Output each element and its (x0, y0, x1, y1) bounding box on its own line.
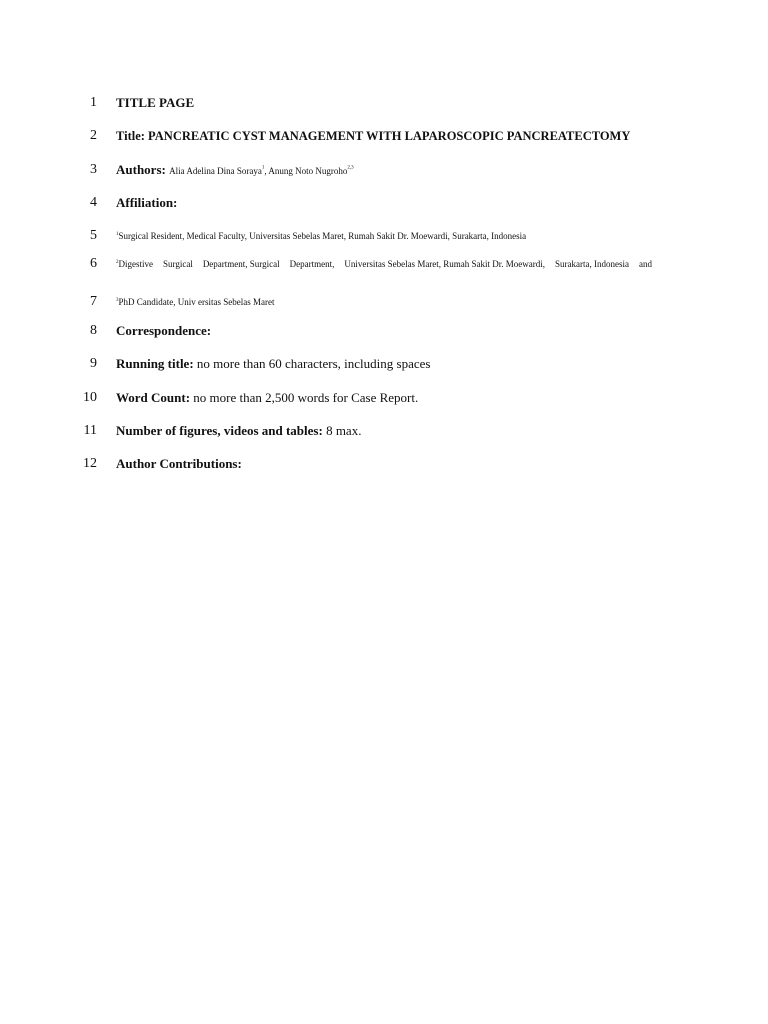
affiliation-text: PhD Candidate, Univ ersitas Sebelas Maret (118, 297, 275, 307)
running-title-label: Running title: (116, 356, 194, 371)
affiliation-word: $^2$Digestive (116, 259, 153, 269)
word-count-line (116, 390, 418, 406)
line-number: 5 (90, 228, 97, 243)
author-separator: , (264, 166, 269, 176)
line-number: 6 (90, 256, 97, 271)
line-number: 8 (90, 323, 97, 338)
affiliation-2 (116, 256, 652, 272)
line-number: 12 (83, 456, 97, 471)
correspondence-heading: Correspondence: (116, 323, 212, 338)
figures-label: Number of figures, videos and tables: (116, 423, 323, 438)
figures-value: 8 max. (322, 423, 362, 438)
affiliation-heading: Affiliation: (116, 195, 178, 210)
section-heading-title-page: TITLE PAGE (116, 95, 195, 110)
author-affiliation-marker: 2,3 (347, 165, 354, 171)
affiliation-1 (116, 228, 526, 244)
word-count-value: no more than 2,500 words for Case Report. (190, 390, 419, 405)
affiliation-word: and (639, 259, 652, 269)
line-number: 1 (90, 95, 97, 110)
affiliation-word: Department, (289, 259, 335, 269)
line-number: 3 (90, 162, 97, 177)
authors-label: Authors: (116, 162, 166, 177)
affiliation-word: Universitas Sebelas Maret, Rumah Sakit Dr. Moewardi, (344, 259, 546, 269)
line-number: 11 (83, 423, 97, 438)
figures-line (116, 423, 361, 439)
paper-title: Title: PANCREATIC CYST MANAGEMENT WITH LAPAROSCOPIC PANCREATECTOMY (116, 129, 631, 143)
affiliation-word: Surgical (162, 259, 193, 269)
affiliation-3 (116, 294, 274, 310)
author-name: Alia Adelina Dina Soraya (169, 166, 262, 176)
line-number: 10 (83, 390, 97, 405)
line-number: 2 (90, 128, 97, 143)
line-number: 9 (90, 356, 97, 371)
author-contributions-heading: Author Contributions: (116, 456, 242, 471)
running-title-value: no more than 60 characters, including spaces (193, 356, 431, 371)
running-title-line (116, 356, 430, 372)
affiliation-word: Department, Surgical (202, 259, 280, 269)
word-count-label: Word Count: (116, 390, 191, 405)
affiliation-word: Surakarta, Indonesia (555, 259, 630, 269)
author-name: Anung Noto Nugroho (268, 166, 348, 176)
affiliation-text: Surgical Resident, Medical Faculty, Universitas Sebelas Maret, Rumah Sakit Dr. Moewardi, Surakarta, Indonesia (118, 231, 527, 241)
author-affiliation-marker: 1 (261, 165, 265, 171)
authors-line (116, 162, 354, 179)
affiliation-marker: 3 (116, 298, 119, 303)
affiliation-marker: 1 (116, 232, 119, 237)
line-number: 4 (90, 195, 97, 210)
line-number: 7 (90, 294, 97, 309)
affiliation-marker: 2 (116, 260, 119, 265)
